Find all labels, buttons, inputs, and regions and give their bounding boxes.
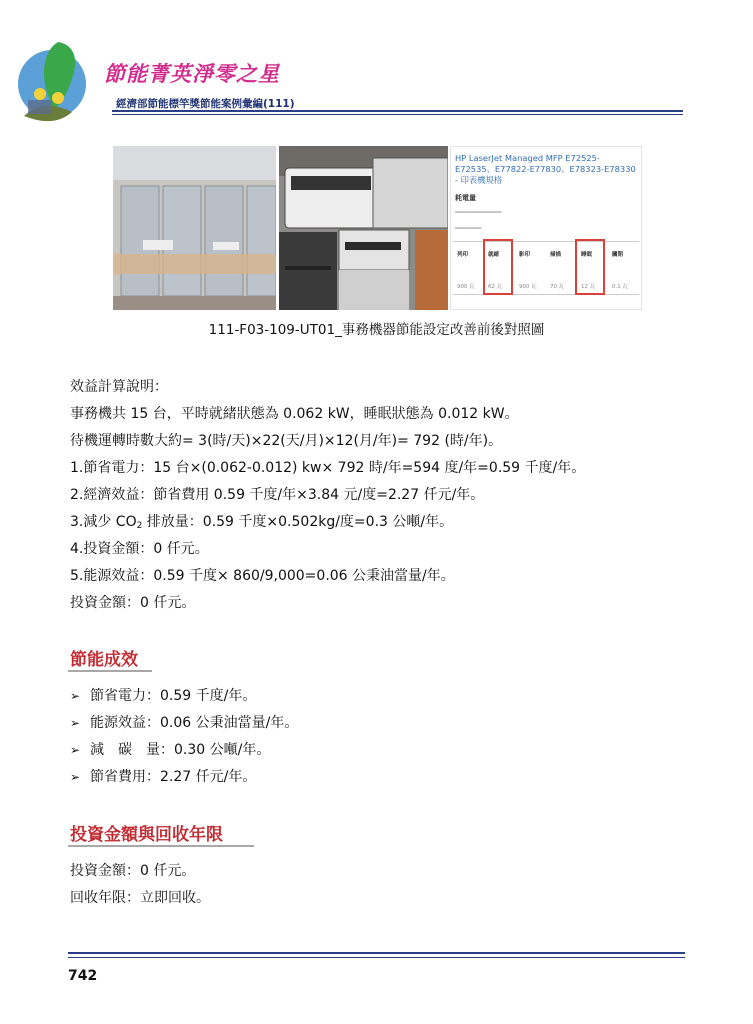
power-col: 列印 900 瓦 <box>457 252 475 290</box>
highlight-ready-box <box>483 239 513 295</box>
page-number: 742 <box>68 968 98 984</box>
calc-line: 1.節省電力：15 台×(0.062-0.012) kw× 792 時/年=594 度/年=0.59 千度/年。 <box>70 460 586 476</box>
figure-caption: 111-F03-109-UT01_事務機器節能設定改善前後對照圖 <box>208 322 545 338</box>
printer-spec-screenshot <box>450 146 642 310</box>
power-col: 關閉 0.1 瓦 <box>612 252 628 290</box>
power-col: 睡眠 12 瓦 <box>581 252 596 290</box>
calc-line: 2.經濟效益：節省費用 0.59 千度/年×3.84 元/度=2.27 仟元/年。 <box>70 487 485 503</box>
spec-label: 耗電量 <box>455 194 476 202</box>
arrow-bullet-icon: ➢ <box>70 716 81 730</box>
investment-line: 投資金額：0 仟元。 <box>70 863 196 879</box>
calc-line: 5.能源效益：0.59 千度× 860/9,000=0.06 公秉油當量/年。 <box>70 568 455 584</box>
investment-heading: 投資金額與回收年限 <box>70 825 223 845</box>
highlight-sleep-box <box>575 239 605 295</box>
result-item: ➢ 節省費用：2.27 仟元/年。 <box>70 769 257 785</box>
payback-line: 回收年限：立即回收。 <box>70 890 210 906</box>
result-item: ➢ 減 碳 量：0.30 公噸/年。 <box>70 742 271 758</box>
header-rule-thin <box>112 114 683 115</box>
footer-rule-thin <box>68 957 685 958</box>
spec-title: HP LaserJet Managed MFP E72525-E72535、E77822-E77830、E78323-E78330 - 印表機規格 <box>455 153 636 185</box>
spec-note-line: ━━━━━━━━━━━━━━ <box>455 210 502 216</box>
arrow-bullet-icon: ➢ <box>70 743 81 757</box>
power-table <box>453 241 639 295</box>
arrow-bullet-icon: ➢ <box>70 770 81 784</box>
brand-title: 節能菁英淨零之星 <box>104 61 280 86</box>
power-col: 掃描 70 瓦 <box>550 252 565 290</box>
calc-line: 事務機共 15 台，平時就緒狀態為 0.062 kW，睡眠狀態為 0.012 kW。 <box>70 406 519 422</box>
calc-line: 4.投資金額：0 仟元。 <box>70 541 209 557</box>
calc-heading: 效益計算說明： <box>70 379 168 395</box>
calc-line: 投資金額：0 仟元。 <box>70 595 196 611</box>
taiwan-globe-logo <box>14 34 114 134</box>
calc-line-co2: 3.減少 $CO_2$ 排放量：0.59 千度×0.502kg/度=0.3 公噸/年。 <box>70 514 454 531</box>
power-col: 就緒 62 瓦 <box>488 252 503 290</box>
power-col: 影印 900 瓦 <box>519 252 537 290</box>
arrow-bullet-icon: ➢ <box>70 689 81 703</box>
footer-rule <box>68 952 685 954</box>
result-item: ➢ 能源效益：0.06 公秉油當量/年。 <box>70 715 299 731</box>
header-subtitle: 經濟部節能標竿獎節能案例彙編(111) <box>116 98 295 110</box>
results-heading-underline <box>68 670 152 672</box>
results-heading: 節能成效 <box>70 650 138 670</box>
result-item: ➢ 節省電力：0.59 千度/年。 <box>70 688 257 704</box>
calc-line: 待機運轉時數大約= 3(時/天)×22(天/月)×12(月/年)= 792 (時/年)。 <box>70 433 503 449</box>
investment-heading-underline <box>68 845 254 847</box>
spec-note-line-2: ━━━━━━━━ <box>455 226 482 232</box>
printer-photo <box>279 146 448 310</box>
office-cabinet-photo <box>113 146 276 310</box>
header-rule <box>112 110 683 112</box>
